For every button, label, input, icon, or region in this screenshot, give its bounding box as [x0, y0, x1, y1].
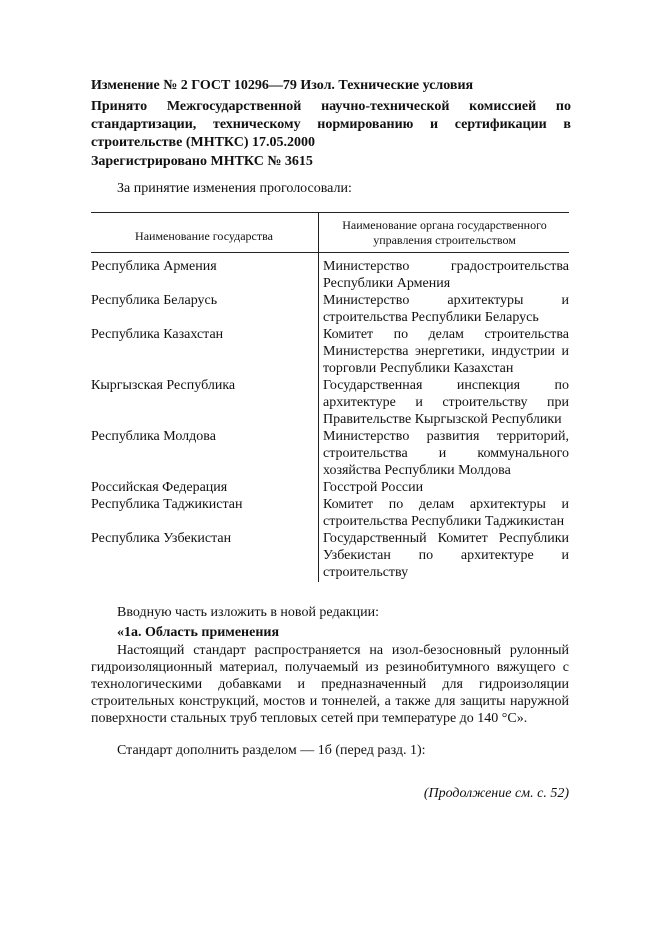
section-title: «1а. Область применения	[117, 625, 280, 640]
table-row-organ: Госстрой России	[323, 480, 424, 495]
table-row-state: Кыргызская Республика	[91, 378, 236, 393]
continuation-note: (Продолжение см. с. 52)	[423, 786, 569, 801]
table-row-organ: Министерство архитектуры и строительства Республики Беларусь	[323, 293, 569, 325]
table-row-state: Республика Казахстан	[91, 327, 224, 342]
table-top-rule	[91, 212, 569, 213]
registration-number: Зарегистрировано МНТКС № 3615	[91, 154, 313, 169]
table-row-organ: Министерство градостроительства Республики Армения	[323, 259, 569, 291]
table-row-state: Республика Узбекистан	[91, 531, 232, 546]
table-row-state: Российская Федерация	[91, 480, 228, 495]
intro-instruction: Вводную часть изложить в новой редакции:	[117, 605, 379, 620]
table-row-organ: Комитет по делам архитектуры и строительства Республики Таджикистан	[323, 497, 569, 529]
table-row-state: Республика Армения	[91, 259, 217, 274]
table-row-organ: Государственный Комитет Республики Узбекистан по архитектуре и строительству	[323, 531, 569, 580]
adoption-statement: Принято Межгосударственной научно-технической комиссией по стандартизации, техническому нормированию и сертификации в строительстве (МНТКС) 17.05.2000	[91, 99, 571, 150]
table-header-rule	[91, 252, 569, 253]
table-row-state: Республика Беларусь	[91, 293, 218, 308]
section-paragraph: Настоящий стандарт распространяется на изол-безосновный рулонный гидроизоляционный материал, получаемый из резинобитумного вяжущего с технологическими добавками и предназначенный для гидроизоляции строительных конструкций, мостов и тоннелей, а также для защиты наружной поверхности стальных труб тепловых сетей при температуре до 140 °С».	[91, 643, 569, 726]
add-section-instruction: Стандарт дополнить разделом — 1б (перед разд. 1):	[117, 743, 426, 758]
voted-label: За принятие изменения проголосовали:	[117, 181, 352, 196]
table-row-organ: Государственная инспекция по архитектуре и строительству при Правительстве Кыргызской Республики	[323, 378, 569, 427]
table-row-state: Республика Молдова	[91, 429, 216, 444]
table-row-state: Республика Таджикистан	[91, 497, 243, 512]
table-row-organ: Комитет по делам строительства Министерства энергетики, индустрии и торговли Республики Казахстан	[323, 327, 569, 376]
table-column-divider	[318, 212, 319, 582]
table-header-organ: Наименование органа государственного управления строительством	[342, 218, 547, 247]
table-row-organ: Министерство развития территорий, строительства и коммунального хозяйства Республики Молдова	[323, 429, 569, 478]
amendment-title: Изменение № 2 ГОСТ 10296—79 Изол. Технические условия	[91, 78, 474, 93]
table-header-state: Наименование государства	[135, 229, 273, 243]
